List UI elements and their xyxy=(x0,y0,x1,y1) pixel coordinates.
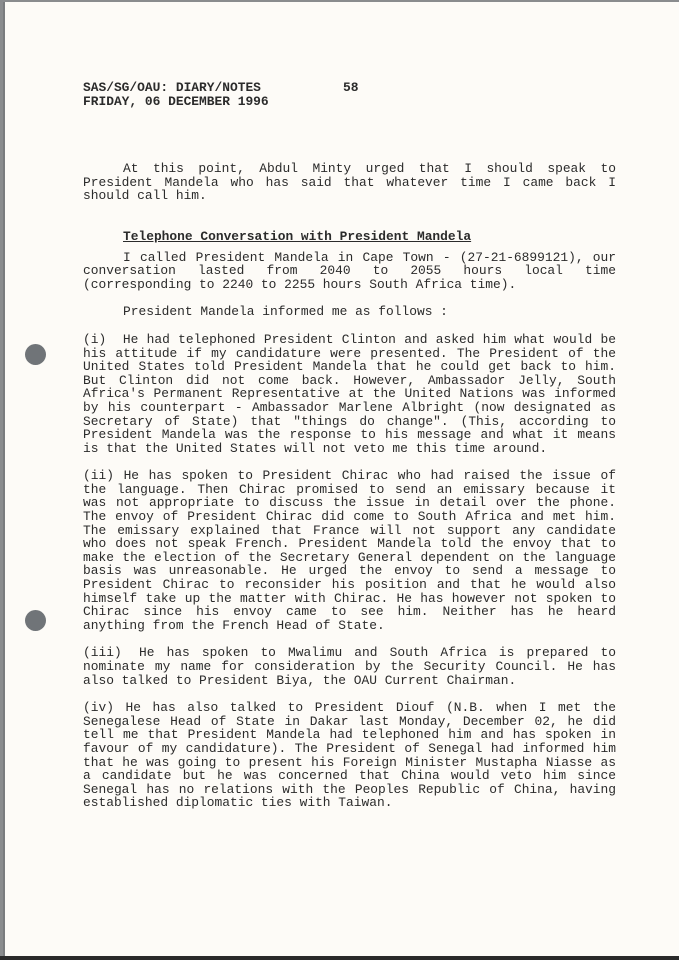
item-marker: (ii) xyxy=(83,468,114,484)
punch-hole-icon xyxy=(25,344,46,365)
informed-line: President Mandela informed me as follows : xyxy=(123,304,448,320)
call-paragraph: I called President Mandela in Cape Town - (27-21-6899121), our conversation lasted from 2040 to 2055 hours local time (corresponding to 2240 to 2255 hours South Africa time). xyxy=(83,249,616,292)
item-marker: (i) xyxy=(83,331,107,347)
page-number: 58 xyxy=(343,80,359,95)
item-text: He has spoken to Mwalimu and South Africa is prepared to nominate my name for consideration by the Security Council. He has also talked to President Biya, the OAU Current Chairman. xyxy=(83,645,616,688)
item-marker: (iii) xyxy=(83,645,122,661)
list-item-i xyxy=(83,333,616,455)
intro-paragraph: At this point, Abdul Minty urged that I should speak to President Mandela who has said that whatever time I came back I should call him. xyxy=(83,161,616,204)
item-text: He had telephoned President Clinton and asked him what would be his attitude if my candidature were presented. The President of the United States told President Mandela that he could get back to him. But Clinton did not come back. However, Ambassador Jelly, South Africa's Permanent Representative at the United Nations was informed by his counterpart - Ambassador Marlene Albright (now designated as Secretary of State) that "things do change". (This, according to President Mandela was the response to his message and what it means is that the United States will not veto me this time around. xyxy=(83,331,616,456)
item-text: He has spoken to President Chirac who had raised the issue of the language. Then Chirac promised to send an emissary because it was not appropriate to discuss the issue in detail over the phone. The envoy of President Chirac did come to South Africa and met him. The emissary explained that France will not support any candidate who does not speak French. President Mandela told the envoy that to make the election of the Secretary General dependent on the language basis was unreasonable. He urged the envoy to send a message to President Chirac to reconsider his position and that he would also himself take up the matter with Chirac. He has however not spoken to Chirac since his envoy came to see him. Neither has he heard anything from the French Head of State. xyxy=(83,468,616,633)
header-line-1 xyxy=(83,81,616,95)
item-text: He has also talked to President Diouf (N.B. when I met the Senegalese Head of State in Dakar last Monday, December 02, he did tell me that President Mandela had telephoned him and has spoken in favour of my candidature). The President of Senegal had informed him that he was going to present his Foreign Minister Mustapha Niasse as a candidate but he was concerned that China would veto him since Senegal has no relations with the Peoples Republic of China, having established diplomatic ties with Taiwan. xyxy=(83,700,616,811)
section-title: Telephone Conversation with President Mandela xyxy=(123,228,472,244)
list-item-iii xyxy=(83,646,616,687)
page-bottom-edge xyxy=(0,956,679,960)
header-date: FRIDAY, 06 DECEMBER 1996 xyxy=(83,93,269,109)
item-marker: (iv) xyxy=(83,700,114,716)
document-body xyxy=(83,81,616,810)
list-item-iv xyxy=(83,701,616,810)
list-item-ii xyxy=(83,469,616,632)
punch-hole-icon xyxy=(25,610,46,631)
header-title: SAS/SG/OAU: DIARY/NOTES xyxy=(83,80,261,95)
